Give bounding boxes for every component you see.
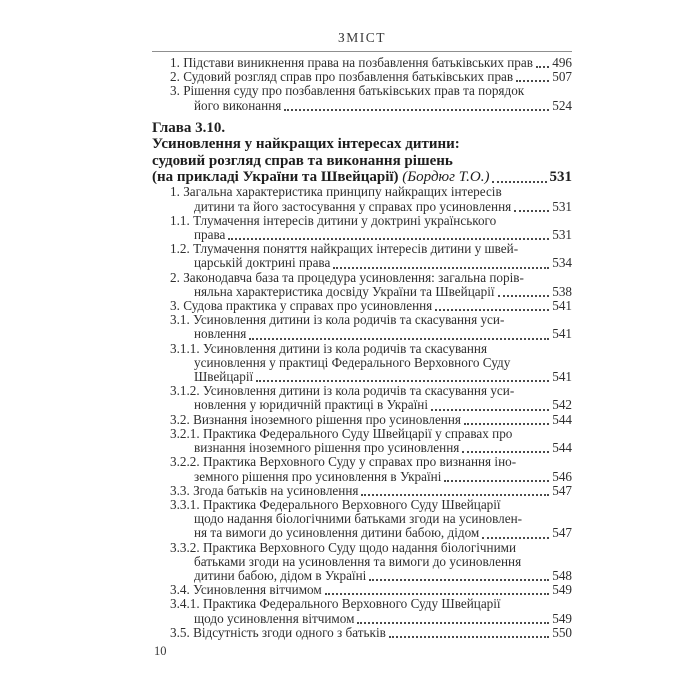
toc-page-ref: 541	[552, 326, 572, 342]
toc-entry-line	[152, 583, 572, 597]
dot-leader	[325, 593, 549, 595]
toc-entry-text: батьками згоди на усиновлення та вимоги до усиновлення	[194, 553, 522, 569]
toc-entry-line	[152, 498, 572, 512]
toc-entry-text: 3.4. Усиновлення вітчимом	[170, 582, 322, 598]
toc-entry-text: його виконання	[194, 97, 282, 113]
toc-page-ref: 496	[552, 55, 572, 70]
toc-entry-text: права	[194, 227, 226, 243]
toc-entry-line	[152, 569, 572, 583]
toc-entry-line	[152, 612, 572, 626]
toc-page-ref: 531	[552, 198, 572, 214]
header-rule	[152, 51, 572, 52]
toc-page-ref: 546	[552, 468, 572, 484]
toc-entry-text: 3.5. Відсутність згоди одного з батьків	[170, 624, 386, 640]
toc-page-ref: 550	[552, 624, 572, 640]
toc-entry-line	[152, 427, 572, 441]
toc-entry-line	[152, 299, 572, 313]
dot-leader	[389, 636, 549, 638]
toc-page-ref: 541	[552, 369, 572, 385]
toc-entry-text: дитини та його застосування у справах про усиновлення	[194, 198, 512, 214]
toc-entry-text: 3.2. Визнання іноземного рішення про усиновлення	[170, 411, 461, 427]
toc-page-ref: 538	[552, 283, 572, 299]
toc-entry-text: 3.1. Усиновлення дитини із кола родичів та скасування уси-	[170, 312, 505, 328]
toc-entry-text: ня та вимоги до усиновлення дитини бабою, дідом	[194, 525, 480, 541]
dot-leader	[514, 210, 549, 212]
toc-entry-text: 3.3.1. Практика Федерального Верховного Суду Швейцарії	[170, 496, 501, 512]
toc-entry-text: царській доктрині права	[194, 255, 331, 271]
dot-leader	[498, 295, 550, 297]
toc-entry-line	[152, 327, 572, 341]
dot-leader	[357, 622, 549, 624]
toc-entry-line	[152, 342, 572, 356]
toc-entry-text: 3. Судова практика у справах про усиновлення	[170, 298, 433, 314]
dot-leader	[435, 309, 549, 311]
toc-entry-line	[152, 484, 572, 498]
dot-leader	[284, 109, 549, 111]
dot-leader	[333, 267, 549, 269]
dot-leader	[361, 494, 549, 496]
toc-page-ref: 548	[552, 567, 572, 583]
dot-leader	[462, 451, 549, 453]
toc-entry-line	[152, 285, 572, 299]
toc-page-ref: 549	[552, 610, 572, 626]
toc-entry-line	[152, 597, 572, 611]
chapter-heading-line	[152, 120, 572, 136]
dot-leader	[464, 423, 549, 425]
toc-entry-text: 3.3.2. Практика Верховного Суду щодо надання біологічними	[170, 539, 517, 555]
dot-leader	[444, 480, 549, 482]
toc-entry-line	[152, 398, 572, 412]
dot-leader	[482, 537, 549, 539]
toc-entry-text: Глава 3.10.	[152, 119, 226, 136]
toc-entry-text: 3.1.2. Усиновлення дитини із кола родичів та скасування уси-	[170, 383, 515, 399]
toc-entry-line	[152, 70, 572, 84]
toc-entry-line	[152, 541, 572, 555]
toc-entry-text: новлення	[194, 326, 247, 342]
toc-entry-line	[152, 271, 572, 285]
toc-entry-line	[152, 256, 572, 270]
toc-entry-text: 1.2. Тлумачення поняття найкращих інтересів дитини у швей-	[170, 241, 519, 257]
toc-entry-text: 3.2.1. Практика Федерального Суду Швейцарії у справах про	[170, 425, 513, 441]
page-content	[152, 30, 572, 640]
toc-entry-line	[152, 470, 572, 484]
toc-entry-text: дитини бабою, дідом в Україні	[194, 567, 367, 583]
toc-entry-text: 1. Загальна характеристика принципу найкращих інтересів	[170, 184, 502, 200]
dot-leader	[228, 238, 549, 240]
toc-entry-line	[152, 313, 572, 327]
toc-page-ref: 541	[552, 298, 572, 314]
toc-entry-line	[152, 56, 572, 70]
dot-leader	[369, 579, 549, 581]
toc-entry-line	[152, 200, 572, 214]
toc-entry-line	[152, 242, 572, 256]
toc-entry-line	[152, 413, 572, 427]
dot-leader	[536, 66, 549, 68]
dot-leader	[492, 181, 546, 183]
toc-entry-text: Усиновлення у найкращих інтересах дитини:	[152, 136, 460, 153]
toc-entry-text: судовий розгляд справ та виконання рішень	[152, 152, 453, 169]
dot-leader	[431, 409, 549, 411]
toc-entry-text: 2. Судовий розгляд справ про позбавлення батьківських прав	[170, 69, 514, 85]
toc-entry-line	[152, 626, 572, 640]
toc-list	[152, 56, 572, 640]
toc-entry-text: щодо надання біологічними батьками згоди на усиновлен-	[194, 511, 523, 527]
page-title: ЗМІСТ	[337, 30, 386, 45]
toc-page-ref: 549	[552, 582, 572, 598]
toc-page-ref: 524	[552, 97, 572, 113]
toc-entry-text: 1. Підстави виникнення права на позбавлення батьківських прав	[170, 55, 533, 70]
toc-entry-line	[152, 99, 572, 113]
toc-entry-text: 3. Рішення суду про позбавлення батьківських прав та порядок	[170, 83, 525, 99]
dot-leader	[249, 338, 549, 340]
toc-entry-line	[152, 214, 572, 228]
toc-entry-line	[152, 356, 572, 370]
toc-entry-text: Швейцарії	[194, 369, 254, 385]
toc-page-ref: 531	[549, 169, 572, 186]
toc-page-ref: 547	[552, 525, 572, 541]
toc-page-ref: 542	[552, 397, 572, 413]
toc-entry-line	[152, 185, 572, 199]
toc-entry-text: 3.3. Згода батьків на усиновлення	[170, 482, 359, 498]
toc-page-ref: 544	[552, 411, 572, 427]
toc-entry-line	[152, 512, 572, 526]
toc-entry-text: няльна характеристика досвіду України та Швейцарії	[194, 283, 495, 299]
toc-entry-text: (на прикладі України та Швейцарії) (Бордюг Т.О.)	[152, 169, 490, 186]
toc-entry-line	[152, 228, 572, 242]
toc-entry-text: усиновлення у практиці Федерального Верховного Суду	[194, 354, 511, 370]
chapter-heading-line	[152, 169, 572, 185]
toc-page-ref: 534	[552, 255, 572, 271]
chapter-heading-line	[152, 136, 572, 152]
toc-entry-text: земного рішення про усиновлення в Україні	[194, 468, 442, 484]
toc-page-ref: 531	[552, 227, 572, 243]
chapter-heading-line	[152, 153, 572, 169]
toc-entry-text: щодо усиновлення вітчимом	[194, 610, 355, 626]
toc-entry-text: 3.4.1. Практика Федерального Верховного Суду Швейцарії	[170, 596, 501, 612]
toc-page-ref: 507	[552, 69, 572, 85]
toc-entry-line	[152, 370, 572, 384]
toc-page-ref: 544	[552, 440, 572, 456]
toc-entry-text: новлення у юридичній практиці в Україні	[194, 397, 428, 413]
footer-page-number: 10	[154, 644, 167, 658]
toc-entry-line	[152, 84, 572, 98]
toc-entry-line	[152, 441, 572, 455]
dot-leader	[256, 380, 549, 382]
toc-entry-text: визнання іноземного рішення про усиновлення	[194, 440, 460, 456]
toc-entry-line	[152, 555, 572, 569]
toc-entry-text: 3.2.2. Практика Верховного Суду у справах про визнання іно-	[170, 454, 517, 470]
toc-entry-line	[152, 455, 572, 469]
toc-entry-text: 1.1. Тлумачення інтересів дитини у доктрині українського	[170, 212, 497, 228]
toc-page-ref: 547	[552, 482, 572, 498]
toc-entry-text: 2. Законодавча база та процедура усиновлення: загальна порів-	[170, 269, 524, 285]
toc-entry-text: 3.1.1. Усиновлення дитини із кола родичів та скасування	[170, 340, 488, 356]
toc-entry-line	[152, 384, 572, 398]
dot-leader	[516, 80, 549, 82]
toc-entry-line	[152, 526, 572, 540]
